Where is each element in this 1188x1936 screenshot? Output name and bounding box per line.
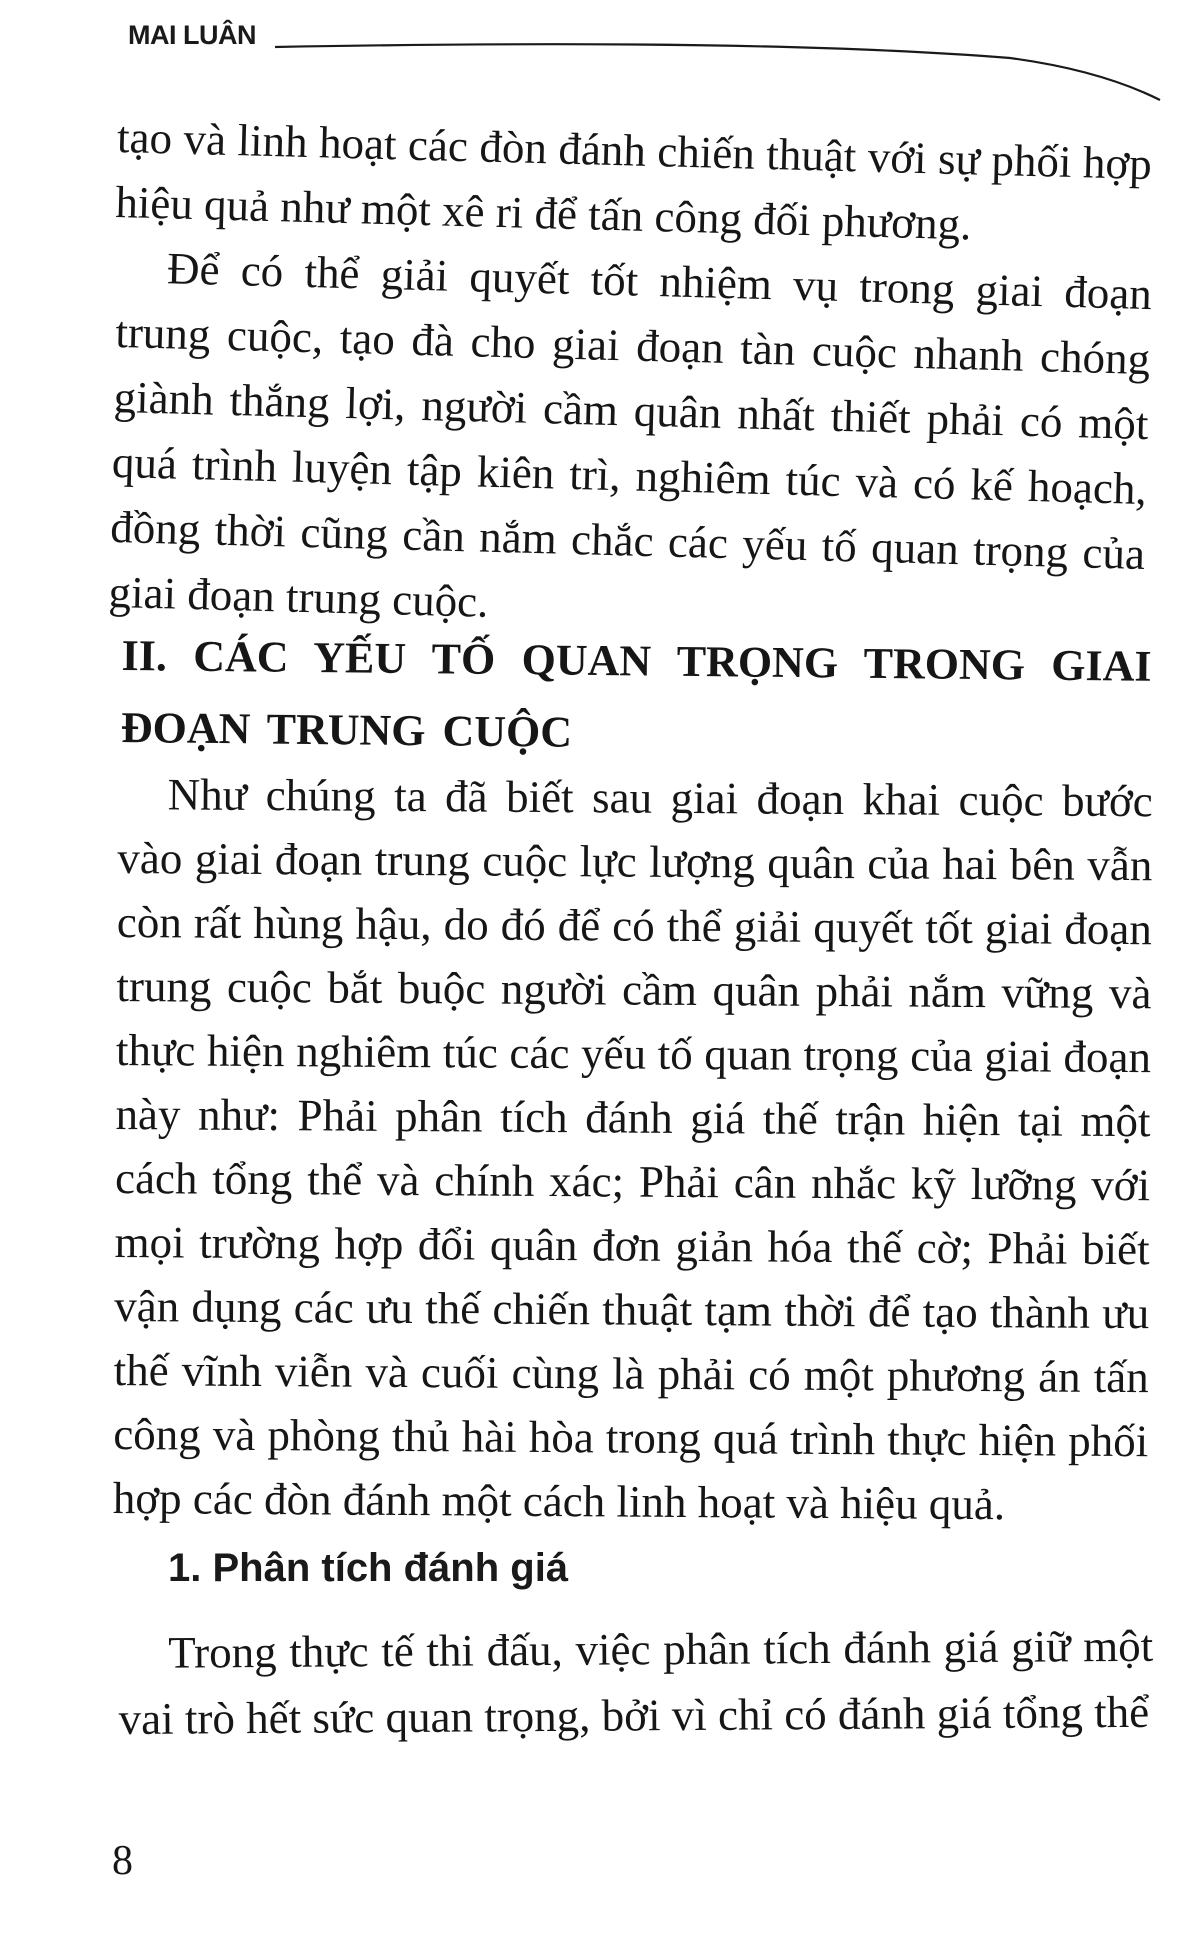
paragraph-analysis: Trong thực tế thi đấu, việc phân tích đánh giá giữ một vai trò hết sức quan trọng, bởi vì chỉ có đánh giá tổng thể bbox=[118, 1620, 1154, 1744]
paragraph-continuation: tạo và linh hoạt các đòn đánh chiến thuật với sự phối hợp hiệu quả như một xê ri để tấn công đối phương. bbox=[114, 111, 1153, 250]
paragraph-key-factors: Như chúng ta đã biết sau giai đoạn khai cuộc bước vào giai đoạn trung cuộc lực lượng quân của hai bên vẫn còn rất hùng hậu, do đó để có thể giải quyết tốt giai đoạn trung cuộc bắt buộc người cầm quân phải nắm vững và thực hiện nghiêm túc các yếu tố quan trọng của giai đoạn này như: Phải phân tích đánh giá thế trận hiện tại một cách tổng thể và chính xác; Phải cân nhắc kỹ lưỡng với mọi trường hợp đổi quân đơn giản hóa thế cờ; Phải biết vận dụng các ưu thế chiến thuật tạm thời để tạo thành ưu thế vĩnh viễn và cuối cùng là phải có một phương án tấn công và phòng thủ hài hòa trong quá trình thực hiện phối hợp các đòn đánh một cách linh hoạt và hiệu quả. bbox=[112, 769, 1153, 1530]
header-rule bbox=[0, 0, 1188, 120]
page-number: 8 bbox=[112, 1838, 133, 1884]
paragraph-intro: Để có thể giải quyết tốt nhiệm vụ trong giai đoạn trung cuộc, tạo đà cho giai đoạn tàn cuộc nhanh chóng giành thắng lợi, người cầm quân nhất thiết phải có một quá trình luyện tập kiên trì, nghiêm túc và có kế hoạch, đồng thời cũng cần nắm chắc các yếu tố quan trọng của giai đoạn trung cuộc. bbox=[108, 243, 1153, 627]
section-heading: II. CÁC YẾU TỐ QUAN TRỌNG TRONG GIAI ĐOẠN TRUNG CUỘC bbox=[120, 630, 1152, 757]
running-head: MAI LUÂN bbox=[128, 20, 256, 50]
subsection-heading: 1. Phân tích đánh giá bbox=[168, 1546, 569, 1590]
